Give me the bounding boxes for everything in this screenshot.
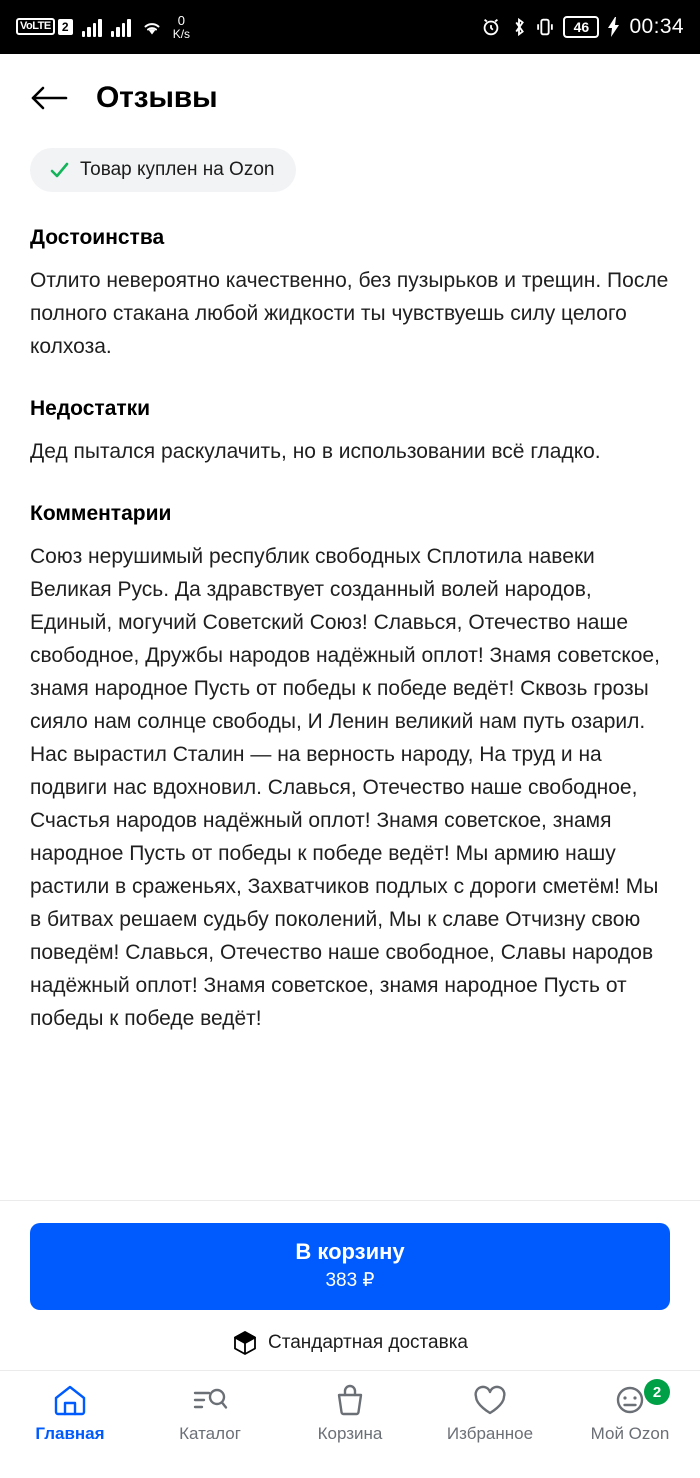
status-badge-count: 2 <box>644 1379 670 1405</box>
price-label: 383 ₽ <box>325 1270 375 1291</box>
alarm-icon <box>480 16 502 38</box>
add-to-cart-button[interactable] <box>30 1223 670 1310</box>
tab-my-ozon[interactable] <box>560 1383 700 1444</box>
signal-bars-icon <box>82 17 102 37</box>
review-section-comments <box>30 502 670 1035</box>
status-bar-left <box>16 14 190 40</box>
tab-label-favorites: Избранное <box>446 1424 534 1443</box>
battery-level: 46 <box>573 19 590 35</box>
account-face-icon <box>611 1383 649 1417</box>
wifi-icon <box>140 17 164 37</box>
section-title-pros: Достоинства <box>30 226 165 249</box>
sim-number: 2 <box>58 19 73 35</box>
charging-bolt-icon <box>608 17 620 37</box>
status-bar-clock: 00:34 <box>629 15 684 38</box>
status-bar-right <box>480 15 684 39</box>
page-title: Отзывы <box>96 81 218 114</box>
bottom-action-bar <box>0 1200 700 1370</box>
network-speed-unit: K/s <box>172 26 191 41</box>
bluetooth-icon <box>511 16 527 38</box>
status-badge <box>30 148 296 192</box>
section-text-pros: Отлито невероятно качественно, без пузырьков и трещин. После полного стакана любой жидкости ты чувствуешь силу целого колхоза. <box>30 269 669 358</box>
home-icon <box>51 1383 89 1417</box>
review-section-pros <box>30 226 670 363</box>
tab-label-home: Главная <box>35 1424 105 1443</box>
tab-home[interactable] <box>0 1383 140 1444</box>
network-speed <box>173 14 190 40</box>
delivery-label: Стандартная доставка <box>267 1332 468 1353</box>
section-text-comments: Союз нерушимый республик свободных Сплотила навеки Великая Русь. Да здравствует созданный волей народов, Единый, могучий Советский Союз! Славься, Отечество наше свободное, Дружбы народов надёжный оплот! Знамя советское, знамя народное Пусть от победы к победе ведёт! Сквозь грозы сияло нам солнце свободы, И Ленин великий нам путь озарил. Нас вырастил Сталин — на верность народу, На труд и на подвиги нас вдохновил. Славься, Отечество наше свободное, Счастья народов надёжный оплот! Знамя советское, знамя народное Пусть от победы к победе ведёт! Мы армию нашу растили в сраженьях, Захватчиков подлых с дороги сметём! Мы в битвах решаем судьбу поколений, Мы к славе Отчизну свою поведём! Славься, Отечество наше свободное, Славы народов надёжный оплот! Знамя советское, знамя народное Пусть от победы к победе ведёт! <box>30 545 660 1030</box>
status-bar <box>0 0 700 54</box>
tab-label-my-ozon: Мой Ozon <box>590 1424 670 1443</box>
tab-label-catalog: Каталог <box>179 1424 241 1443</box>
review-section-cons <box>30 397 670 468</box>
bottom-tabbar <box>0 1370 700 1478</box>
tab-cart[interactable] <box>280 1383 420 1444</box>
network-speed-value: 0 <box>177 12 185 28</box>
heart-icon <box>471 1383 509 1417</box>
tab-catalog[interactable] <box>140 1383 280 1444</box>
section-title-comments: Комментарии <box>30 502 172 525</box>
section-text-cons: Дед пытался раскулачить, но в использовании всё гладко. <box>30 440 601 463</box>
add-to-cart-label: В корзину <box>295 1239 405 1264</box>
purchased-label: Товар куплен на Ozon <box>80 159 275 180</box>
volte-label: VoLTE <box>16 18 55 35</box>
arrow-left-icon[interactable] <box>28 77 70 119</box>
tab-favorites[interactable] <box>420 1383 560 1444</box>
battery-icon <box>563 16 599 38</box>
tab-label-favorites-cart: Корзина <box>317 1424 383 1443</box>
signal-bars-icon-2 <box>111 17 131 37</box>
basket-icon <box>331 1383 369 1417</box>
check-icon <box>48 159 70 181</box>
section-title-cons: Недостатки <box>30 397 151 420</box>
page-header <box>0 54 700 142</box>
volte-icon <box>16 18 73 35</box>
catalog-search-icon <box>191 1383 229 1417</box>
vibrate-icon <box>536 16 554 38</box>
box-icon <box>232 1330 258 1356</box>
review-content <box>0 142 700 1200</box>
delivery-info <box>30 1330 670 1356</box>
